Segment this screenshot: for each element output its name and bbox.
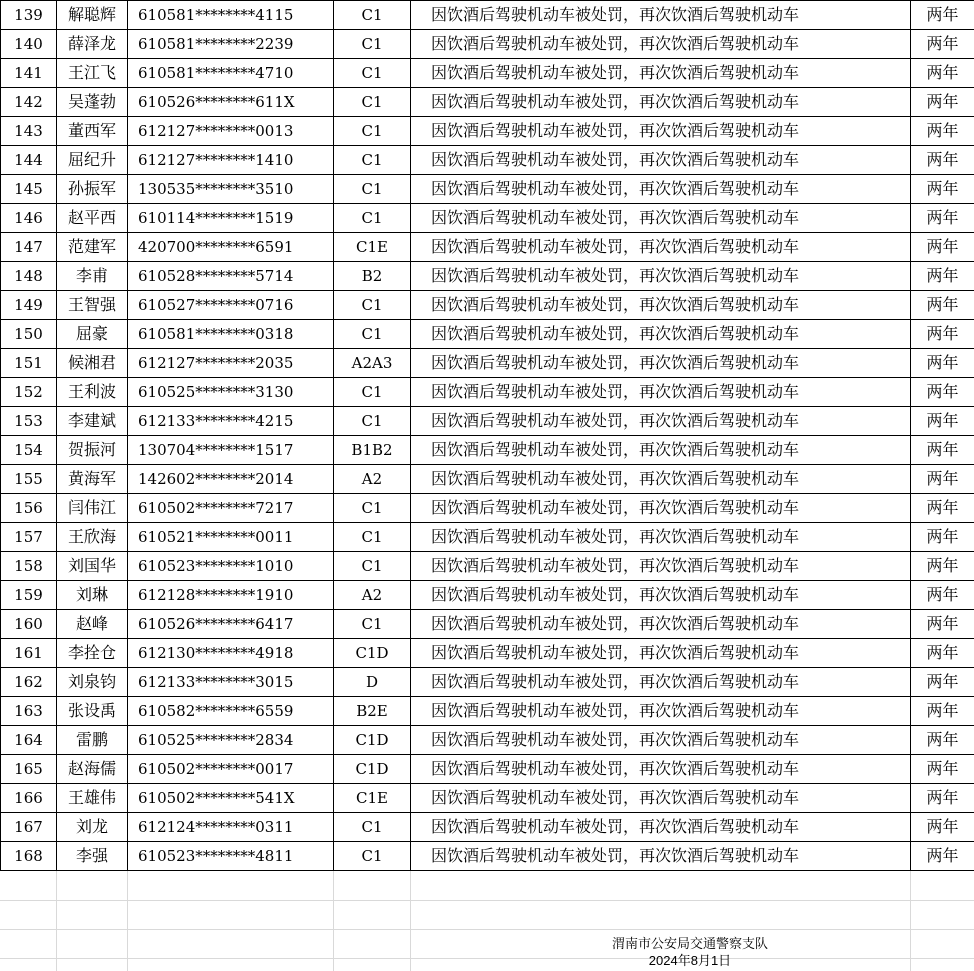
table-row	[1, 291, 974, 320]
table-row	[1, 320, 974, 349]
cell-reason[interactable]: 因饮酒后驾驶机动车被处罚，再次饮酒后驾驶机动车	[411, 668, 911, 697]
cell-license-class[interactable]: C1E	[334, 233, 411, 262]
cell-index[interactable]: 162	[1, 668, 57, 697]
cell-id-number[interactable]: 610502********7217	[128, 494, 334, 523]
cell-id-number[interactable]: 610521********0011	[128, 523, 334, 552]
cell-index[interactable]: 158	[1, 552, 57, 581]
table-row	[1, 436, 974, 465]
cell-license-class[interactable]: B2	[334, 262, 411, 291]
cell-index[interactable]: 165	[1, 755, 57, 784]
cell-license-class[interactable]: C1	[334, 291, 411, 320]
cell-id-number[interactable]: 610527********0716	[128, 291, 334, 320]
cell-index[interactable]: 163	[1, 697, 57, 726]
cell-id-number[interactable]: 130535********3510	[128, 175, 334, 204]
cell-license-class[interactable]: A2	[334, 581, 411, 610]
table-row	[1, 146, 974, 175]
table-row	[1, 581, 974, 610]
cell-name[interactable]: 贺振河	[57, 436, 128, 465]
cell-reason[interactable]: 因饮酒后驾驶机动车被处罚，再次饮酒后驾驶机动车	[411, 233, 911, 262]
cell-reason[interactable]: 因饮酒后驾驶机动车被处罚，再次饮酒后驾驶机动车	[411, 146, 911, 175]
gridline-horizontal	[0, 900, 974, 901]
cell-term[interactable]: 两年	[911, 117, 974, 146]
cell-reason[interactable]: 因饮酒后驾驶机动车被处罚，再次饮酒后驾驶机动车	[411, 581, 911, 610]
cell-term[interactable]: 两年	[911, 407, 974, 436]
table-row	[1, 233, 974, 262]
cell-term[interactable]: 两年	[911, 291, 974, 320]
cell-term[interactable]: 两年	[911, 784, 974, 813]
cell-name[interactable]: 刘泉钧	[57, 668, 128, 697]
table-row	[1, 639, 974, 668]
cell-id-number[interactable]: 142602********2014	[128, 465, 334, 494]
cell-name[interactable]: 王江飞	[57, 59, 128, 88]
cell-term[interactable]: 两年	[911, 146, 974, 175]
cell-license-class[interactable]: C1	[334, 320, 411, 349]
cell-index[interactable]: 141	[1, 59, 57, 88]
cell-index[interactable]: 140	[1, 30, 57, 59]
cell-term[interactable]: 两年	[911, 59, 974, 88]
table-body	[1, 1, 974, 871]
cell-license-class[interactable]: C1	[334, 146, 411, 175]
cell-index[interactable]: 147	[1, 233, 57, 262]
cell-term[interactable]: 两年	[911, 88, 974, 117]
cell-term[interactable]: 两年	[911, 494, 974, 523]
cell-index[interactable]: 157	[1, 523, 57, 552]
cell-license-class[interactable]: C1	[334, 494, 411, 523]
cell-reason[interactable]: 因饮酒后驾驶机动车被处罚，再次饮酒后驾驶机动车	[411, 552, 911, 581]
cell-term[interactable]: 两年	[911, 610, 974, 639]
cell-license-class[interactable]: C1	[334, 1, 411, 30]
cell-reason[interactable]: 因饮酒后驾驶机动车被处罚，再次饮酒后驾驶机动车	[411, 610, 911, 639]
cell-reason[interactable]: 因饮酒后驾驶机动车被处罚，再次饮酒后驾驶机动车	[411, 320, 911, 349]
cell-license-class[interactable]: C1	[334, 523, 411, 552]
cell-id-number[interactable]: 130704********1517	[128, 436, 334, 465]
cell-term[interactable]: 两年	[911, 668, 974, 697]
cell-index[interactable]: 146	[1, 204, 57, 233]
cell-index[interactable]: 159	[1, 581, 57, 610]
cell-reason[interactable]: 因饮酒后驾驶机动车被处罚，再次饮酒后驾驶机动车	[411, 639, 911, 668]
cell-license-class[interactable]: C1	[334, 59, 411, 88]
cell-license-class[interactable]: C1	[334, 407, 411, 436]
cell-id-number[interactable]: 612130********4918	[128, 639, 334, 668]
cell-license-class[interactable]: C1D	[334, 639, 411, 668]
cell-index[interactable]: 156	[1, 494, 57, 523]
cell-index[interactable]: 167	[1, 813, 57, 842]
cell-index[interactable]: 150	[1, 320, 57, 349]
table-row	[1, 552, 974, 581]
cell-name[interactable]: 李甫	[57, 262, 128, 291]
cell-name[interactable]: 闫伟江	[57, 494, 128, 523]
cell-id-number[interactable]: 610502********541X	[128, 784, 334, 813]
cell-name[interactable]: 王欣海	[57, 523, 128, 552]
cell-license-class[interactable]: B2E	[334, 697, 411, 726]
cell-index[interactable]: 142	[1, 88, 57, 117]
cell-term[interactable]: 两年	[911, 233, 974, 262]
cell-name[interactable]: 范建军	[57, 233, 128, 262]
cell-reason[interactable]: 因饮酒后驾驶机动车被处罚，再次饮酒后驾驶机动车	[411, 378, 911, 407]
cell-name[interactable]: 刘龙	[57, 813, 128, 842]
cell-index[interactable]: 151	[1, 349, 57, 378]
cell-name[interactable]: 候湘君	[57, 349, 128, 378]
cell-id-number[interactable]: 612127********0013	[128, 117, 334, 146]
cell-id-number[interactable]: 610523********1010	[128, 552, 334, 581]
cell-id-number[interactable]: 610525********2834	[128, 726, 334, 755]
table-row	[1, 465, 974, 494]
cell-reason[interactable]: 因饮酒后驾驶机动车被处罚，再次饮酒后驾驶机动车	[411, 59, 911, 88]
cell-term[interactable]: 两年	[911, 175, 974, 204]
cell-index[interactable]: 144	[1, 146, 57, 175]
cell-term[interactable]: 两年	[911, 639, 974, 668]
cell-reason[interactable]: 因饮酒后驾驶机动车被处罚，再次饮酒后驾驶机动车	[411, 1, 911, 30]
cell-id-number[interactable]: 610502********0017	[128, 755, 334, 784]
cell-id-number[interactable]: 610523********4811	[128, 842, 334, 871]
cell-term[interactable]: 两年	[911, 755, 974, 784]
table-row	[1, 494, 974, 523]
table-row	[1, 378, 974, 407]
cell-id-number[interactable]: 610525********3130	[128, 378, 334, 407]
cell-index[interactable]: 153	[1, 407, 57, 436]
cell-name[interactable]: 解聪辉	[57, 1, 128, 30]
cell-term[interactable]: 两年	[911, 552, 974, 581]
table-row	[1, 784, 974, 813]
gridline-horizontal	[0, 929, 974, 930]
cell-term[interactable]: 两年	[911, 726, 974, 755]
cell-name[interactable]: 赵峰	[57, 610, 128, 639]
cell-reason[interactable]: 因饮酒后驾驶机动车被处罚，再次饮酒后驾驶机动车	[411, 204, 911, 233]
cell-name[interactable]: 刘琳	[57, 581, 128, 610]
cell-reason[interactable]: 因饮酒后驾驶机动车被处罚，再次饮酒后驾驶机动车	[411, 175, 911, 204]
cell-license-class[interactable]: C1E	[334, 784, 411, 813]
cell-license-class[interactable]: C1	[334, 552, 411, 581]
table-row	[1, 59, 974, 88]
cell-license-class[interactable]: C1	[334, 378, 411, 407]
table-row	[1, 30, 974, 59]
cell-reason[interactable]: 因饮酒后驾驶机动车被处罚，再次饮酒后驾驶机动车	[411, 842, 911, 871]
cell-name[interactable]: 雷鹏	[57, 726, 128, 755]
cell-license-class[interactable]: D	[334, 668, 411, 697]
table-row	[1, 117, 974, 146]
cell-index[interactable]: 152	[1, 378, 57, 407]
cell-reason[interactable]: 因饮酒后驾驶机动车被处罚，再次饮酒后驾驶机动车	[411, 88, 911, 117]
cell-reason[interactable]: 因饮酒后驾驶机动车被处罚，再次饮酒后驾驶机动车	[411, 494, 911, 523]
cell-reason[interactable]: 因饮酒后驾驶机动车被处罚，再次饮酒后驾驶机动车	[411, 407, 911, 436]
cell-name[interactable]: 王利波	[57, 378, 128, 407]
cell-license-class[interactable]: C1	[334, 88, 411, 117]
cell-id-number[interactable]: 612124********0311	[128, 813, 334, 842]
cell-id-number[interactable]: 610581********4115	[128, 1, 334, 30]
cell-id-number[interactable]: 612127********2035	[128, 349, 334, 378]
cell-index[interactable]: 166	[1, 784, 57, 813]
cell-reason[interactable]: 因饮酒后驾驶机动车被处罚，再次饮酒后驾驶机动车	[411, 726, 911, 755]
cell-id-number[interactable]: 610581********4710	[128, 59, 334, 88]
table-row	[1, 697, 974, 726]
cell-name[interactable]: 薛泽龙	[57, 30, 128, 59]
cell-license-class[interactable]: C1D	[334, 755, 411, 784]
cell-term[interactable]: 两年	[911, 523, 974, 552]
cell-id-number[interactable]: 610581********2239	[128, 30, 334, 59]
cell-term[interactable]: 两年	[911, 378, 974, 407]
cell-index[interactable]: 155	[1, 465, 57, 494]
cell-license-class[interactable]: C1	[334, 610, 411, 639]
table-row	[1, 523, 974, 552]
cell-id-number[interactable]: 612133********3015	[128, 668, 334, 697]
cell-index[interactable]: 161	[1, 639, 57, 668]
gridline-vertical	[410, 871, 411, 971]
cell-term[interactable]: 两年	[911, 30, 974, 59]
table-row	[1, 610, 974, 639]
cell-license-class[interactable]: C1D	[334, 726, 411, 755]
table-row	[1, 262, 974, 291]
cell-reason[interactable]: 因饮酒后驾驶机动车被处罚，再次饮酒后驾驶机动车	[411, 291, 911, 320]
cell-term[interactable]: 两年	[911, 262, 974, 291]
cell-license-class[interactable]: A2	[334, 465, 411, 494]
cell-id-number[interactable]: 612127********1410	[128, 146, 334, 175]
table-row	[1, 726, 974, 755]
cell-term[interactable]: 两年	[911, 204, 974, 233]
cell-reason[interactable]: 因饮酒后驾驶机动车被处罚，再次饮酒后驾驶机动车	[411, 523, 911, 552]
cell-name[interactable]: 李强	[57, 842, 128, 871]
cell-name[interactable]: 刘国华	[57, 552, 128, 581]
cell-reason[interactable]: 因饮酒后驾驶机动车被处罚，再次饮酒后驾驶机动车	[411, 117, 911, 146]
cell-id-number[interactable]: 420700********6591	[128, 233, 334, 262]
cell-name[interactable]: 孙振军	[57, 175, 128, 204]
cell-license-class[interactable]: C1	[334, 204, 411, 233]
cell-name[interactable]: 李拴仓	[57, 639, 128, 668]
cell-term[interactable]: 两年	[911, 349, 974, 378]
table-row	[1, 755, 974, 784]
cell-term[interactable]: 两年	[911, 465, 974, 494]
cell-id-number[interactable]: 610528********5714	[128, 262, 334, 291]
cell-name[interactable]: 张设禹	[57, 697, 128, 726]
cell-reason[interactable]: 因饮酒后驾驶机动车被处罚，再次饮酒后驾驶机动车	[411, 349, 911, 378]
cell-id-number[interactable]: 610114********1519	[128, 204, 334, 233]
cell-term[interactable]: 两年	[911, 842, 974, 871]
cell-name[interactable]: 屈纪升	[57, 146, 128, 175]
table-row	[1, 668, 974, 697]
cell-reason[interactable]: 因饮酒后驾驶机动车被处罚，再次饮酒后驾驶机动车	[411, 465, 911, 494]
cell-index[interactable]: 168	[1, 842, 57, 871]
cell-id-number[interactable]: 610582********6559	[128, 697, 334, 726]
gridline-vertical	[333, 871, 334, 971]
table-row	[1, 204, 974, 233]
cell-license-class[interactable]: C1	[334, 813, 411, 842]
cell-reason[interactable]: 因饮酒后驾驶机动车被处罚，再次饮酒后驾驶机动车	[411, 436, 911, 465]
cell-reason[interactable]: 因饮酒后驾驶机动车被处罚，再次饮酒后驾驶机动车	[411, 813, 911, 842]
cell-license-class[interactable]: A2A3	[334, 349, 411, 378]
cell-license-class[interactable]: C1	[334, 175, 411, 204]
gridline-vertical	[910, 871, 911, 971]
cell-index[interactable]: 148	[1, 262, 57, 291]
table-row	[1, 407, 974, 436]
cell-name[interactable]: 董西军	[57, 117, 128, 146]
cell-id-number[interactable]: 610526********6417	[128, 610, 334, 639]
cell-name[interactable]: 屈豪	[57, 320, 128, 349]
cell-reason[interactable]: 因饮酒后驾驶机动车被处罚，再次饮酒后驾驶机动车	[411, 784, 911, 813]
cell-name[interactable]: 赵海儒	[57, 755, 128, 784]
cell-name[interactable]: 王雄伟	[57, 784, 128, 813]
footer	[560, 935, 820, 969]
cell-name[interactable]: 吴蓬勃	[57, 88, 128, 117]
cell-license-class[interactable]: C1	[334, 30, 411, 59]
gridline-horizontal	[0, 958, 974, 959]
cell-term[interactable]: 两年	[911, 813, 974, 842]
cell-term[interactable]: 两年	[911, 320, 974, 349]
cell-term[interactable]: 两年	[911, 697, 974, 726]
cell-index[interactable]: 143	[1, 117, 57, 146]
cell-reason[interactable]: 因饮酒后驾驶机动车被处罚，再次饮酒后驾驶机动车	[411, 755, 911, 784]
table-row	[1, 813, 974, 842]
cell-reason[interactable]: 因饮酒后驾驶机动车被处罚，再次饮酒后驾驶机动车	[411, 262, 911, 291]
table-row	[1, 88, 974, 117]
cell-index[interactable]: 145	[1, 175, 57, 204]
table-row	[1, 1, 974, 30]
cell-reason[interactable]: 因饮酒后驾驶机动车被处罚，再次饮酒后驾驶机动车	[411, 697, 911, 726]
cell-term[interactable]: 两年	[911, 436, 974, 465]
cell-id-number[interactable]: 612128********1910	[128, 581, 334, 610]
gridline-vertical	[127, 871, 128, 971]
cell-id-number[interactable]: 610581********0318	[128, 320, 334, 349]
cell-term[interactable]: 两年	[911, 1, 974, 30]
cell-name[interactable]: 王智强	[57, 291, 128, 320]
empty-grid-area	[0, 871, 974, 971]
footer-date: 2024年8月1日	[648, 953, 732, 968]
cell-id-number[interactable]: 612133********4215	[128, 407, 334, 436]
cell-license-class[interactable]: C1	[334, 842, 411, 871]
cell-license-class[interactable]: C1	[334, 117, 411, 146]
table-row	[1, 349, 974, 378]
cell-index[interactable]: 154	[1, 436, 57, 465]
cell-index[interactable]: 139	[1, 1, 57, 30]
gridline-vertical	[56, 871, 57, 971]
cell-term[interactable]: 两年	[911, 581, 974, 610]
cell-index[interactable]: 149	[1, 291, 57, 320]
cell-index[interactable]: 164	[1, 726, 57, 755]
cell-name[interactable]: 李建斌	[57, 407, 128, 436]
cell-name[interactable]: 赵平西	[57, 204, 128, 233]
footer-issuer: 渭南市公安局交通警察支队	[611, 936, 768, 951]
cell-id-number[interactable]: 610526********611X	[128, 88, 334, 117]
table-row	[1, 175, 974, 204]
cell-index[interactable]: 160	[1, 610, 57, 639]
cell-name[interactable]: 黄海军	[57, 465, 128, 494]
cell-license-class[interactable]: B1B2	[334, 436, 411, 465]
table-row	[1, 842, 974, 871]
cell-reason[interactable]: 因饮酒后驾驶机动车被处罚，再次饮酒后驾驶机动车	[411, 30, 911, 59]
